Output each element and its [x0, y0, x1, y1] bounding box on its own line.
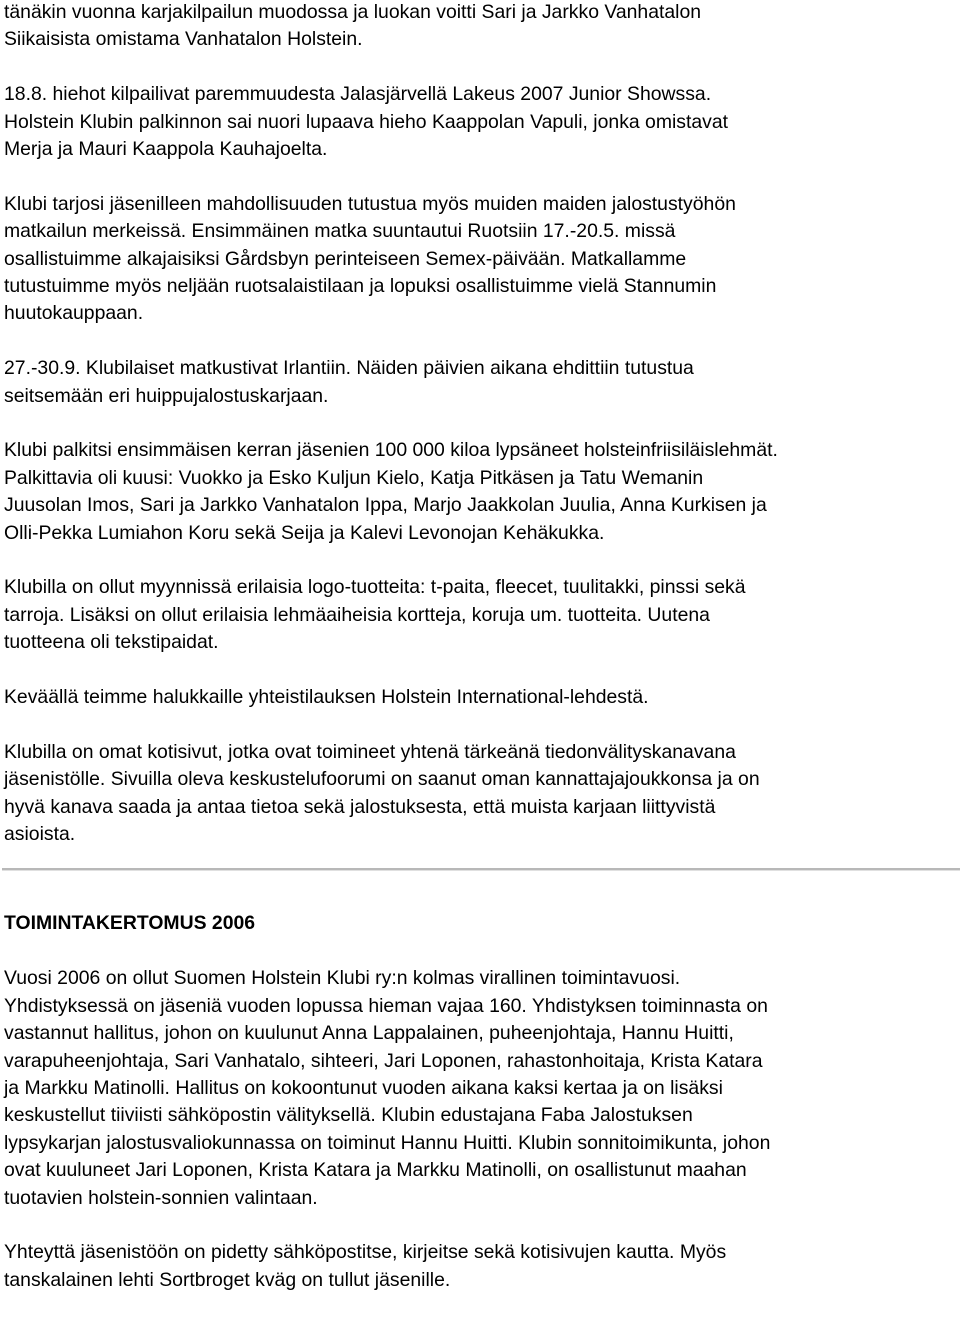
- horizontal-divider: [2, 868, 960, 871]
- paragraph-annual-report-2006: Vuosi 2006 on ollut Suomen Holstein Klubi ry:n kolmas virallinen toimintavuosi. Yhdistyksessä on jäseniä vuoden lopussa hieman vajaa 160. Yhdistyksen toiminnasta on vastannut hallitus, johon on kuulunut Anna Lappalainen, puheenjohtaja, Hannu Huitti, varapuheenjohtaja, Sari Vanhatalo, sihteeri, Jari Loponen, rahastonhoitaja, Krista Katara ja Markku Matinolli. Hallitus on kokoontunut vuoden aikana kaksi kertaa ja on lisäksi keskustellut tiiviisti sähköpostin välityksellä. Klubin edustajana Faba Jalostuksen lypsykarjan jalostusvaliokunnassa on toiminut Hannu Huitti. Klubin sonnitoimikunta, johon ovat kuuluneet Jari Loponen, Krista Katara ja Markku Matinolli, on osallistunut maahan tuotavien holstein-sonnien valintaan.: [4, 967, 771, 1209]
- paragraph-junior-show: 18.8. hiehot kilpailivat paremmuudesta Jalasjärvellä Lakeus 2007 Junior Showssa. Holstein Klubin palkinnon sai nuori lupaava hieho Kaappolan Vapuli, jonka omistavat Merja ja Mauri Kaappola Kauhajoelta.: [4, 83, 729, 161]
- paragraph-logo-products: Klubilla on ollut myynnissä erilaisia logo-tuotteita: t-paita, fleecet, tuulitakki, pinssi sekä tarroja. Lisäksi on ollut erilaisia lehmäaiheisia kortteja, koruja um. tuotteita. Uutena tuotteena oli tekstipaidat.: [4, 576, 746, 654]
- paragraph-cattle-competition: tänäkin vuonna karjakilpailun muodossa ja luokan voitti Sari ja Jarkko Vanhatalon Siikaisista omistama Vanhatalon Holstein.: [4, 1, 702, 51]
- document-body: [4, 0, 956, 1294]
- paragraph-member-contact: Yhteyttä jäsenistöön on pidetty sähköpostitse, kirjeitse sekä kotisivujen kautta. Myös tanskalainen lehti Sortbroget kväg on tullut jäsenille.: [4, 1241, 727, 1291]
- paragraph-holstein-international: Keväällä teimme halukkaille yhteistilauksen Holstein International-lehdestä.: [4, 686, 649, 709]
- paragraph-sweden-trip: Klubi tarjosi jäsenilleen mahdollisuuden tutustua myös muiden maiden jalostustyöhön matkailun merkeissä. Ensimmäinen matka suuntautui Ruotsiin 17.-20.5. missä osallistuimme alkajaisiksi Gårdsbyn perinteiseen Semex-päivään. Matkallamme tutustuimme myös neljään ruotsalaistilaan ja lopuksi osallistuimme vielä Stannumin huutokauppaan.: [4, 192, 736, 325]
- section-heading: TOIMINTAKERTOMUS 2006: [4, 912, 256, 935]
- paragraph-ireland-trip: 27.-30.9. Klubilaiset matkustivat Irlantiin. Näiden päivien aikana ehdittiin tutustua seitsemään eri huippujalostuskarjaan.: [4, 357, 694, 407]
- paragraph-website: Klubilla on omat kotisivut, jotka ovat toimineet yhtenä tärkeänä tiedonvälityskanavana jäsenistölle. Sivuilla oleva keskustelufoorumi on saanut oman kannattajajoukkonsa ja on hyvä kanava saada ja antaa tietoa sekä jalostuksesta, että muista karjaan liittyvistä asioista.: [4, 740, 760, 846]
- paragraph-100000-kg-awards: Klubi palkitsi ensimmäisen kerran jäsenien 100 000 kiloa lypsäneet holsteinfriisiläislehmät. Palkittavia oli kuusi: Vuokko ja Esko Kuljun Kielo, Katja Pitkäsen ja Tatu Wemanin Juusolan Imos, Sari ja Jarkko Vanhatalon Ippa, Marjo Jaakkolan Juulia, Anna Kurkisen ja Olli-Pekka Lumiahon Koru sekä Seija ja Kalevi Levonojan Kehäkukka.: [4, 439, 778, 544]
